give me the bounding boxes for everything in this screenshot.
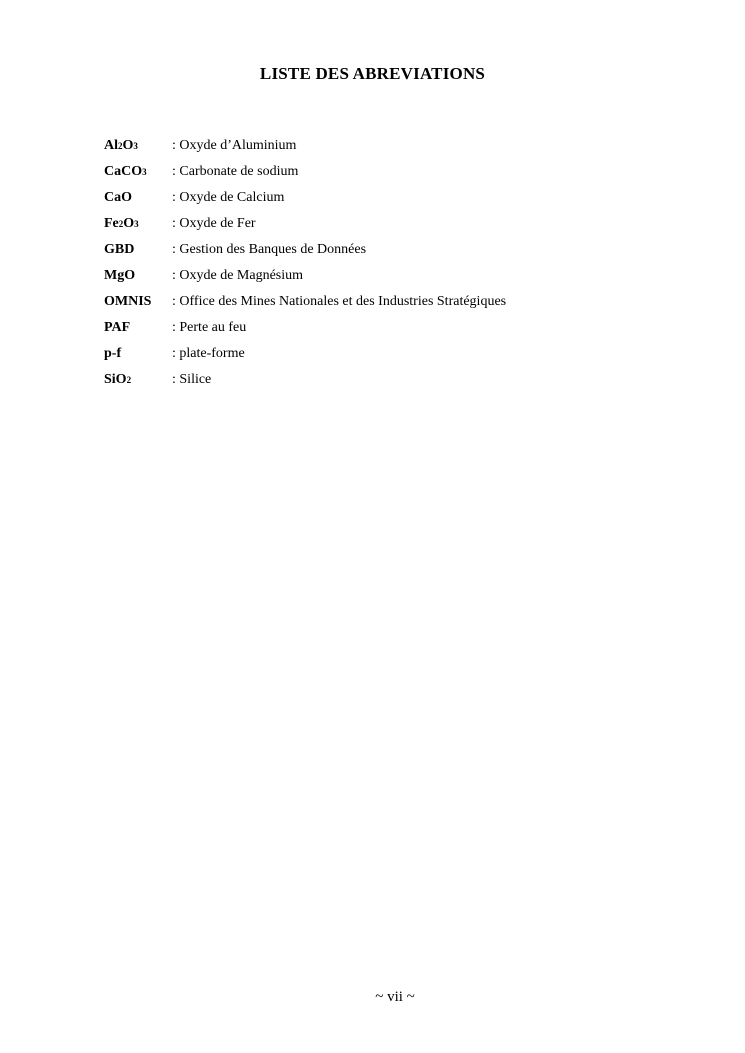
subscript: 2	[118, 141, 123, 151]
abbreviation-row	[104, 320, 506, 346]
term-text: O	[123, 216, 135, 231]
abbreviation-definition: : Oxyde d’Aluminium	[172, 138, 297, 153]
term-text: GBD	[104, 242, 135, 257]
term-text: Fe	[104, 216, 119, 231]
abbreviation-row	[104, 346, 506, 372]
subscript: 3	[133, 141, 138, 151]
abbreviation-term	[104, 320, 172, 336]
abbreviation-row	[104, 242, 506, 268]
page-title: LISTE DES ABREVIATIONS	[259, 64, 486, 83]
term-text: Al	[104, 138, 118, 153]
abbreviation-definition: : Oxyde de Magnésium	[172, 268, 304, 283]
term-text: CaO	[104, 190, 132, 205]
abbreviation-definition: : Oxyde de Calcium	[172, 190, 285, 205]
term-text: O	[122, 138, 134, 153]
subscript: 2	[118, 219, 124, 229]
abbreviation-row	[104, 138, 506, 164]
subscript: 2	[126, 375, 132, 385]
abbreviation-definition: : Oxyde de Fer	[172, 216, 256, 231]
abbreviation-term	[104, 372, 172, 388]
abbreviation-term	[104, 346, 172, 362]
abbreviation-definition: : plate-forme	[172, 346, 245, 361]
abbreviation-definition: : Gestion des Banques de Données	[172, 242, 367, 257]
term-text: SiO	[104, 372, 127, 387]
abbreviation-term	[104, 242, 172, 258]
abbreviation-row	[104, 268, 506, 294]
term-text: CaCO	[104, 164, 143, 179]
term-text: p-f	[104, 346, 122, 361]
abbreviation-list	[104, 138, 506, 398]
term-text: OMNIS	[104, 294, 152, 309]
subscript: 3	[142, 167, 147, 177]
abbreviation-definition: : Perte au feu	[172, 320, 247, 335]
abbreviation-term	[104, 190, 172, 206]
abbreviation-term	[104, 164, 172, 180]
abbreviation-row	[104, 164, 506, 190]
abbreviation-row	[104, 372, 506, 398]
abbreviation-definition: : Carbonate de sodium	[172, 164, 299, 179]
term-text: PAF	[104, 320, 131, 335]
abbreviation-definition: : Office des Mines Nationales et des Industries Stratégiques	[172, 294, 507, 309]
abbreviation-term	[104, 216, 172, 232]
abbreviation-row	[104, 190, 506, 216]
abbreviation-row	[104, 216, 506, 242]
term-text: MgO	[104, 268, 136, 283]
abbreviation-row	[104, 294, 506, 320]
subscript: 3	[134, 219, 139, 229]
abbreviation-definition: : Silice	[172, 372, 212, 387]
page-number: ~ vii ~	[375, 989, 415, 1005]
abbreviation-term	[104, 268, 172, 284]
abbreviation-term	[104, 138, 172, 154]
abbreviation-term	[104, 294, 172, 310]
